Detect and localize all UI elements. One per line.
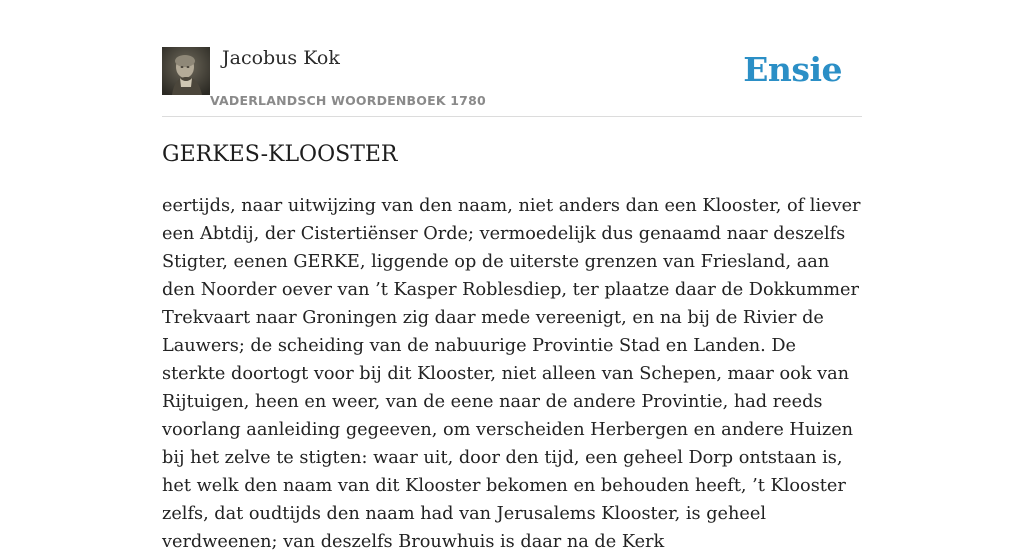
- entry-text: eertijds, naar uitwijzing van den naam, niet anders dan een Klooster, of liever een Abtdij, der Cistertiënser Orde; vermoedelijk dus genaamd naar deszelfs Stigter, eenen GERKE, liggende op de uiterste grenzen van Friesland, aan den Noorder oever van ’t Kasper Roblesdiep, ter plaatze daar de Dokkummer Trekvaart naar Groningen zig daar mede vereenigt, en na bij de Rivier de Lauwers; de scheiding van de nabuurige Provintie Stad en Landen. De sterkte doortogt voor bij dit Klooster, niet alleen van Schepen, maar ook van Rijtuigen, heen en weer, van de eene naar de andere Provintie, had reeds voorlang aanleiding gegeeven, om verscheiden Herbergen en andere Huizen bij het zelve te stigten: waar uit, door den tijd, een geheel Dorp ontstaan is, het welk den naam van dit Klooster bekomen en behouden heeft, ’t Klooster zelfs, dat oudtijds den naam had van Jerusalems Klooster, is geheel verdweenen; van deszelfs Brouwhuis is daar na de Kerk: [162, 196, 861, 552]
- entry-title: GERKES-KLOOSTER: [162, 142, 398, 167]
- author-portrait-icon[interactable]: [162, 47, 210, 95]
- source-label[interactable]: VADERLANDSCH WOORDENBOEK 1780: [210, 93, 486, 108]
- ensie-logo[interactable]: Ensie: [743, 50, 842, 89]
- entry-header: [162, 46, 862, 117]
- author-name-link[interactable]: Jacobus Kok: [222, 47, 340, 69]
